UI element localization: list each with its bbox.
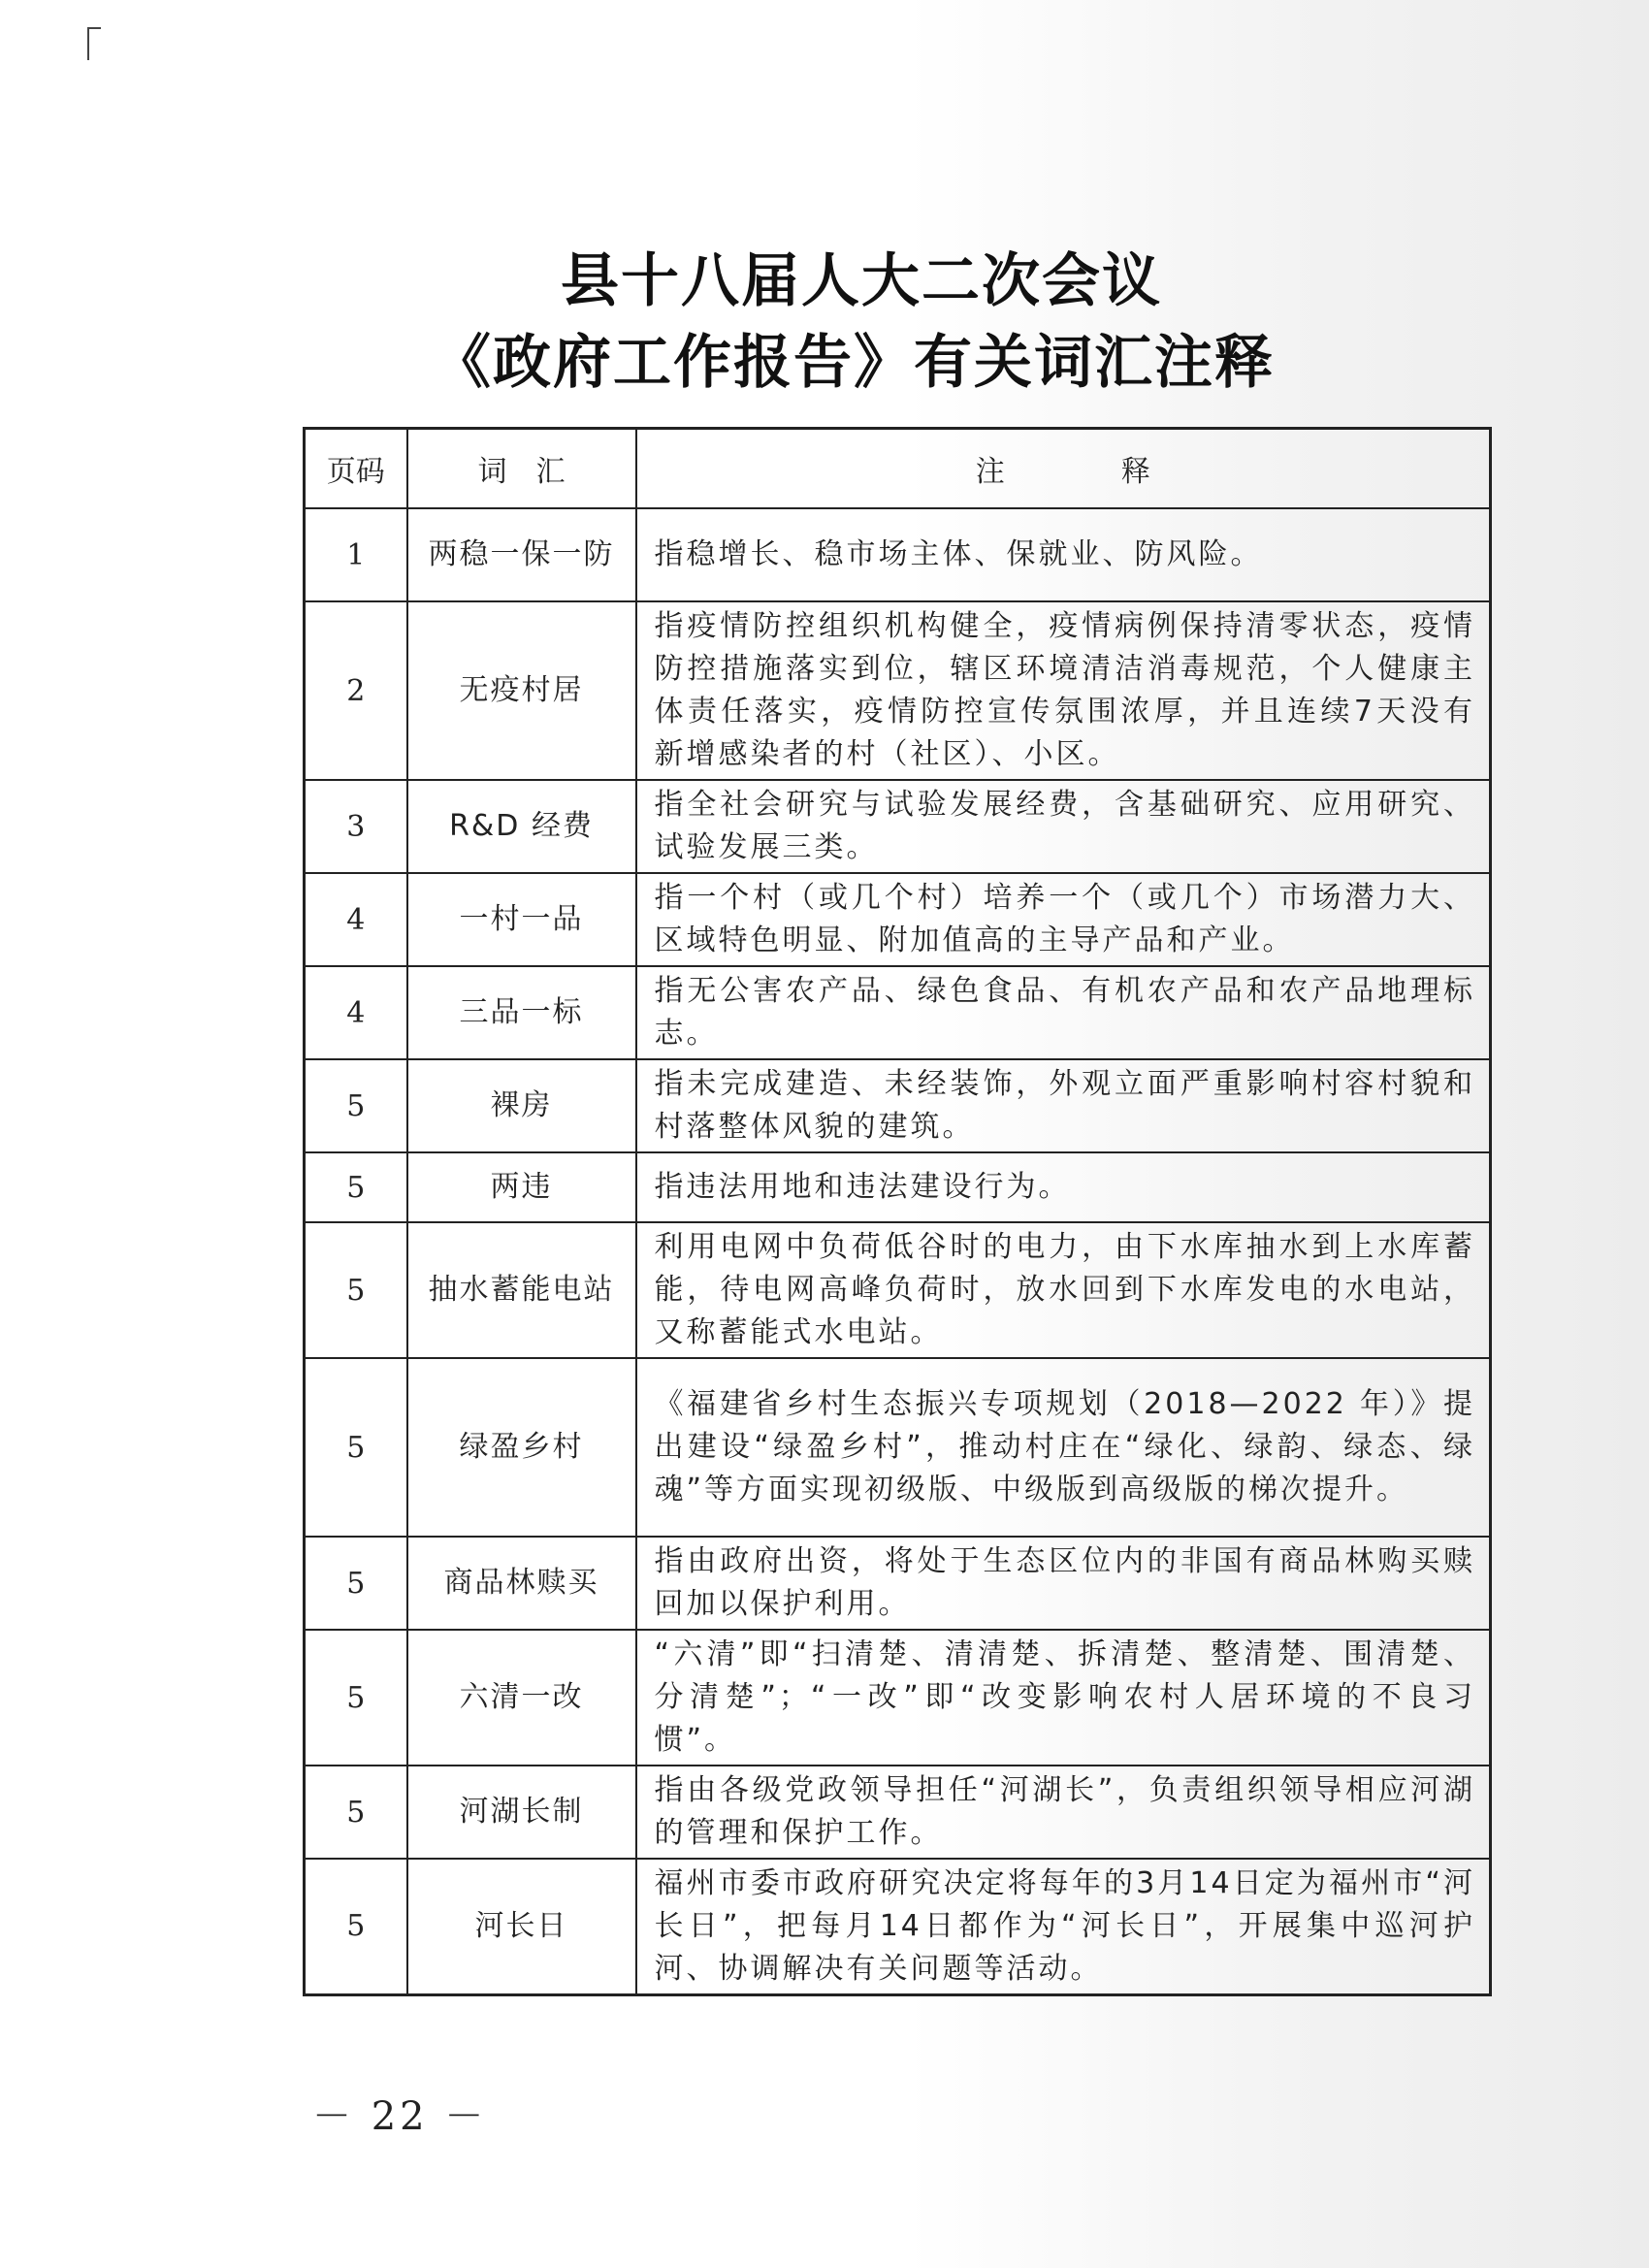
row-note: 指违法用地和违法建设行为。 [636, 1152, 1491, 1222]
table-row [305, 1537, 1491, 1630]
row-term: 商品林赎买 [407, 1537, 636, 1630]
table-row [305, 1766, 1491, 1859]
row-note: 指由各级党政领导担任“河湖长”，负责组织领导相应河湖的管理和保护工作。 [636, 1766, 1491, 1859]
glossary-table-container [303, 427, 1492, 1996]
row-note: 指疫情防控组织机构健全，疫情病例保持清零状态，疫情防控措施落实到位，辖区环境清洁消毒规范，个人健康主体责任落实，疫情防控宣传氛围浓厚，并且连续7天没有新增感染者的村（社区）、小区。 [636, 601, 1491, 780]
table-row [305, 508, 1491, 601]
row-note: 指由政府出资，将处于生态区位内的非国有商品林购买赎回加以保护利用。 [636, 1537, 1491, 1630]
row-page: 4 [305, 873, 407, 966]
row-page: 5 [305, 1766, 407, 1859]
row-page: 4 [305, 966, 407, 1059]
row-page: 5 [305, 1152, 407, 1222]
row-note: 利用电网中负荷低谷时的电力，由下水库抽水到上水库蓄能，待电网高峰负荷时，放水回到下水库发电的水电站，又称蓄能式水电站。 [636, 1222, 1491, 1358]
row-note: “六清”即“扫清楚、清清楚、拆清楚、整清楚、围清楚、分清楚”；“一改”即“改变影响农村人居环境的不良习惯”。 [636, 1630, 1491, 1766]
row-term: 抽水蓄能电站 [407, 1222, 636, 1358]
row-term: 绿盈乡村 [407, 1358, 636, 1537]
table-row [305, 601, 1491, 780]
row-term: R&D 经费 [407, 780, 636, 873]
document-title-line2: 《政府工作报告》有关词汇注释 [433, 329, 1275, 397]
row-note: 指未完成建造、未经装饰，外观立面严重影响村容村貌和村落整体风貌的建筑。 [636, 1059, 1491, 1152]
row-note: 《福建省乡村生态振兴专项规划（2018—2022 年）》提出建设“绿盈乡村”，推动村庄在“绿化、绿韵、绿态、绿魂”等方面实现初级版、中级版到高级版的梯次提升。 [636, 1358, 1491, 1537]
document-title-line1: 县十八届人大二次会议 [561, 247, 1162, 315]
row-note: 指无公害农产品、绿色食品、有机农产品和农产品地理标志。 [636, 966, 1491, 1059]
row-page: 3 [305, 780, 407, 873]
row-page: 5 [305, 1358, 407, 1537]
row-page: 1 [305, 508, 407, 601]
glossary-table [303, 427, 1492, 1996]
row-note: 福州市委市政府研究决定将每年的3月14日定为福州市“河长日”，把每月14日都作为“河长日”，开展集中巡河护河、协调解决有关问题等活动。 [636, 1859, 1491, 1994]
table-header-row [305, 429, 1491, 509]
row-term: 河长日 [407, 1859, 636, 1994]
row-page: 5 [305, 1222, 407, 1358]
row-page: 5 [305, 1059, 407, 1152]
table-row [305, 1059, 1491, 1152]
row-page: 5 [305, 1537, 407, 1630]
row-term: 无疫村居 [407, 601, 636, 780]
table-row [305, 873, 1491, 966]
table-row [305, 1152, 1491, 1222]
page-number: － 22 － [312, 2094, 488, 2139]
header-term: 词 汇 [407, 429, 636, 509]
row-term: 六清一改 [407, 1630, 636, 1766]
row-term: 三品一标 [407, 966, 636, 1059]
header-page: 页码 [305, 429, 407, 509]
scan-corner-mark [87, 27, 101, 29]
scan-corner-mark [87, 27, 89, 60]
table-row [305, 780, 1491, 873]
row-page: 5 [305, 1630, 407, 1766]
table-row [305, 1630, 1491, 1766]
header-note: 注 释 [636, 429, 1491, 509]
row-term: 两违 [407, 1152, 636, 1222]
table-row [305, 1358, 1491, 1537]
row-note: 指一个村（或几个村）培养一个（或几个）市场潜力大、区域特色明显、附加值高的主导产品和产业。 [636, 873, 1491, 966]
row-term: 两稳一保一防 [407, 508, 636, 601]
row-page: 5 [305, 1859, 407, 1994]
row-term: 河湖长制 [407, 1766, 636, 1859]
table-row [305, 966, 1491, 1059]
row-note: 指全社会研究与试验发展经费，含基础研究、应用研究、试验发展三类。 [636, 780, 1491, 873]
row-term: 裸房 [407, 1059, 636, 1152]
row-note: 指稳增长、稳市场主体、保就业、防风险。 [636, 508, 1491, 601]
row-page: 2 [305, 601, 407, 780]
table-row [305, 1859, 1491, 1994]
row-term: 一村一品 [407, 873, 636, 966]
table-row [305, 1222, 1491, 1358]
